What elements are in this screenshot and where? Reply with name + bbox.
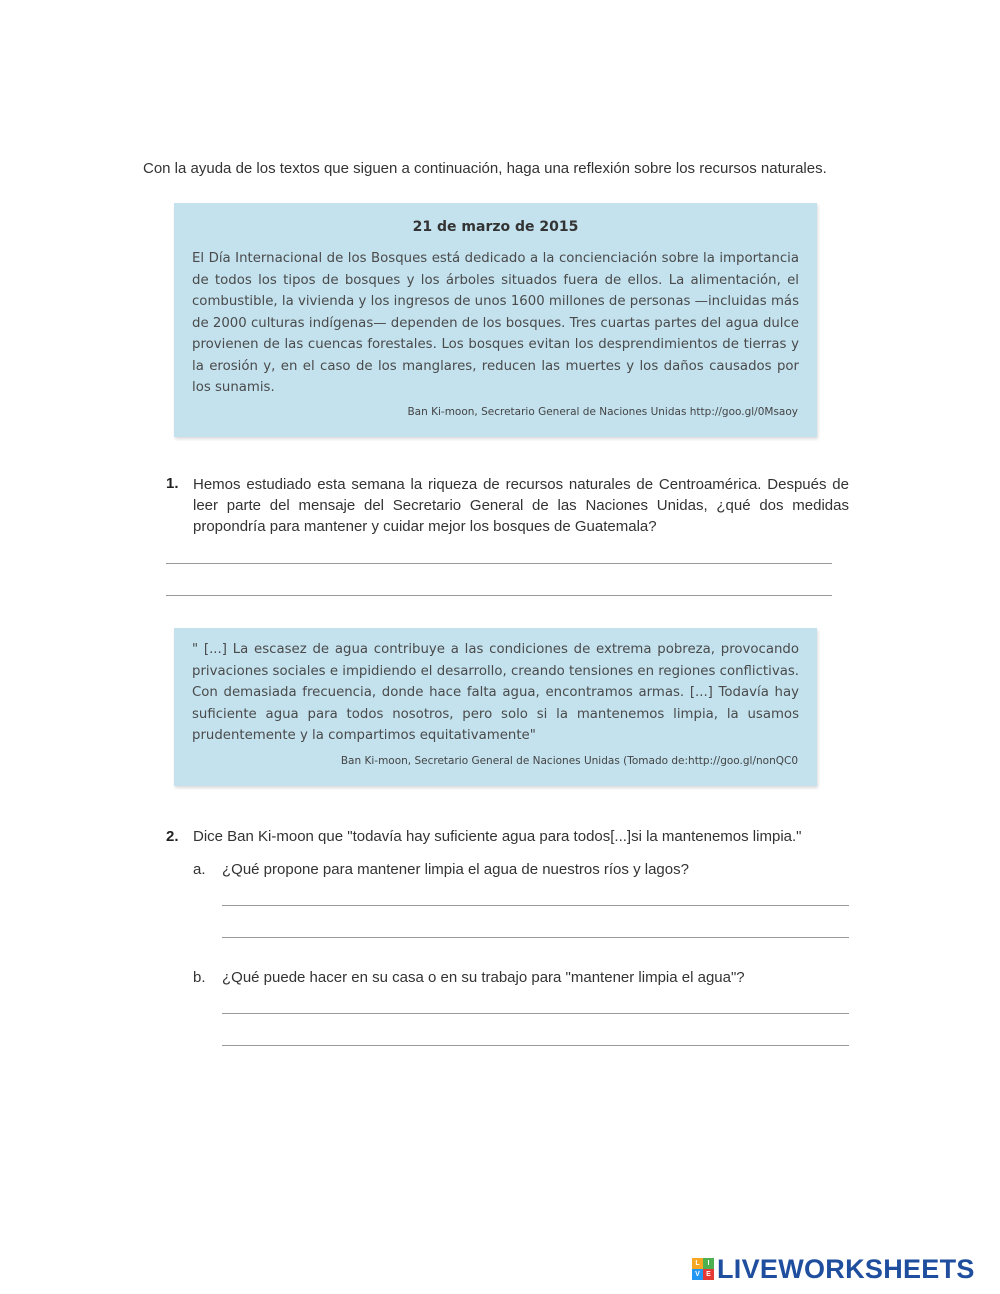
sub-question-b-text: ¿Qué puede hacer en su casa o en su trabajo para "mantener limpia el agua"? <box>222 969 745 986</box>
water-quote-text: " [...] La escasez de agua contribuye a las condiciones de extrema pobreza, provocando privaciones sociales e impidiendo el desarrollo, creando tensiones en regiones conflictivas. Con demasiada frecuencia, donde hace falta agua, encontramos armas. [...] Todavía hay suficiente agua para todos nosotros, pero solo si la mantenemos limpia, la usamos prudentemente y la compartimos equitativamente" <box>192 642 799 743</box>
water-quote-box <box>174 628 817 786</box>
answer-line-1a[interactable] <box>166 563 832 564</box>
question-1-text: Hemos estudiado esta semana la riqueza de recursos naturales de Centroamérica. Después de leer parte del mensaje del Secretario General de las Naciones Unidas, ¿qué dos medidas propondría para mantener y cuidar mejor los bosques de Guatemala? <box>193 476 849 535</box>
liveworksheets-logo[interactable] <box>692 1254 975 1284</box>
forest-day-quote-box <box>174 203 817 437</box>
sub-question-a-text: ¿Qué propone para mantener limpia el agua de nuestros ríos y lagos? <box>222 861 689 878</box>
logo-letter-i: I <box>703 1258 714 1269</box>
forest-quote-text: El Día Internacional de los Bosques está dedicado a la concienciación sobre la importancia de todos los tipos de bosques y los árboles situados fuera de ellos. La alimentación, el combustible, la vivienda y los ingresos de unos 1600 millones de personas —incluidas más de 2000 culturas indígenas— dependen de los bosques. Tres cuartas partes del agua dulce provienen de las cuencas forestales. Los bosques evitan los desprendimientos de tierras y la erosión y, en el caso de los manglares, reducen las muertes y los daños causados por los sunamis. <box>192 251 799 395</box>
logo-letter-v: V <box>692 1269 703 1280</box>
intro-instruction: Con la ayuda de los textos que siguen a continuación, haga una reflexión sobre los recursos naturales. <box>143 160 827 177</box>
answer-line-2a-1[interactable] <box>222 905 849 906</box>
question-2-number: 2. <box>166 828 179 845</box>
question-1-number: 1. <box>166 475 179 492</box>
answer-line-2b-1[interactable] <box>222 1013 849 1014</box>
forest-quote-source: Ban Ki-moon, Secretario General de Naciones Unidas http://goo.gl/0Msaoy <box>407 406 798 418</box>
logo-letter-l: L <box>692 1258 703 1269</box>
sub-question-a-letter: a. <box>193 861 206 878</box>
quote-date-title: 21 de marzo de 2015 <box>412 219 579 235</box>
question-2-text: Dice Ban Ki-moon que "todavía hay suficiente agua para todos[...]si la mantenemos limpia." <box>193 828 802 845</box>
answer-line-2a-2[interactable] <box>222 937 849 938</box>
logo-wordmark: LIVEWORKSHEETS <box>717 1253 975 1284</box>
answer-line-1b[interactable] <box>166 595 832 596</box>
live-logo-icon <box>692 1258 714 1280</box>
logo-letter-e: E <box>703 1269 714 1280</box>
sub-question-b-letter: b. <box>193 969 206 986</box>
water-quote-source: Ban Ki-moon, Secretario General de Naciones Unidas (Tomado de:http://goo.gl/nonQC0 <box>340 755 798 767</box>
answer-line-2b-2[interactable] <box>222 1045 849 1046</box>
